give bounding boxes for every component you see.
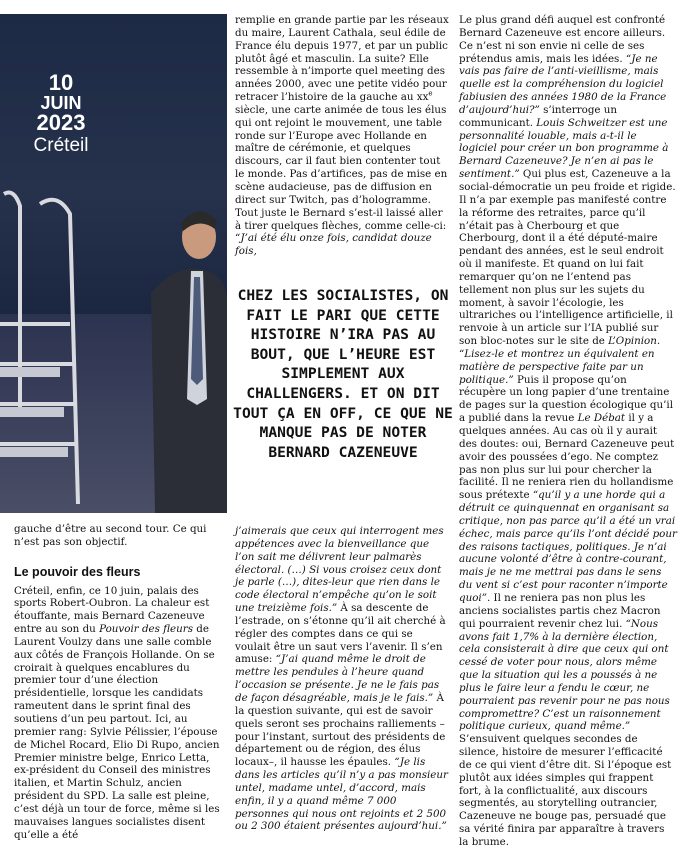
inline-quote: Louis Schweitzer est une personnalité louable, mais a-t-il le logiciel pour créer un bon programme à Bernard Cazeneuve? Je n’en ai pas le sentiment.”: [459, 116, 669, 181]
section-subheading: Le pouvoir des fleurs: [14, 564, 141, 579]
stage-stairs-illustration: [0, 184, 110, 513]
article-photo: [0, 14, 227, 513]
inline-quote: “J’ai quand même le droit de mettre les pendules à l’heure quand l’occasion se présente. Je ne le fais pas de façon désagréable, mais je le fais.”: [235, 653, 440, 704]
paragraph-body: Créteil, enfin, ce 10 juin, palais des sports Robert-Oubron. La chaleur est étouffante, mais Bernard Cazeneuve entre au son du Pouvoir des fleurs de Laurent Voulzy dans une salle comble aux côtés de François Hollande. On se croirait à quelques encablures du premier tour d’une élection présidentielle, lorsque les candidats rameutent dans le sprint final des soutiens d’un peu partout. Ici, au premier rang: Sylvie Pélissier, l’épouse de Michel Rocard, Elio Di Rupo, ancien Premier ministre belge, Enrico Letta, ex-président du Conseil des ministres italien, et Martin Schulz, ancien président du SPD. La salle est pleine, c’est déjà un tour de force, même si les mauvaises langues socialistes disent qu’elle a été: [14, 584, 220, 841]
column-right: [459, 14, 677, 849]
inline-quote: “Je ne vais pas faire de l’anti-vieillisme, mais quelle est la compréhension du logiciel fabiusien des années 1980 de la France d’aujourd’hui?”: [459, 52, 667, 116]
column-middle-top: [235, 14, 451, 258]
paragraph-body: remplie en grande partie par les réseaux du maire, Laurent Cathala, seul édile de France élu depuis 1977, et par un public plutôt âgé et masculin. La suite? Elle ressemble à n’importe quel meeting des années 2000, avec une petite vidéo pour retracer l’histoire de la gauche au $xx^e$ siècle, une carte animée de tous les élus qui ont rejoint le mouvement, une table ronde sur l’Europe avec Hollande en maître de cérémonie, et quelques discours, car il faut bien contenter tout le monde. Pas d’artifices, pas de mise en scène audacieuse, pas de diffusion en direct sur Twitch, pas d’hologramme. Tout juste le Bernard s’est-il laissé aller à tirer quelques flèches, comme celle-ci: “J’ai été élu onze fois, candidat douze fois,: [235, 14, 449, 258]
paragraph-continuation: gauche d’être au second tour. Ce qui n’est pas son objectif.: [14, 523, 207, 548]
song-title: Pouvoir des fleurs: [99, 623, 193, 636]
event-date-sign: [26, 72, 96, 155]
date-day: 10: [48, 70, 74, 95]
inline-quote: j’aimerais que ceux qui interrogent mes appétences avec la bienveillance que l’on sait me délivrent leur palmarès électoral. (…) Si vous croisez ceux dont je parle (…), dites-leur que rien dans le code électoral n’empêche qu’on le soit une treizième fois.”: [235, 525, 444, 615]
paragraph-body: j’aimerais que ceux qui interrogent mes appétences avec la bienveillance que l’on sait me délivrent leur palmarès électoral. (…) Si vous croisez ceux dont je parle (…), dites-leur que rien dans le code électoral n’empêche qu’on le soit une treizième fois.” À sa descente de l’estrade, on s’étonne qu’il ait cherché à régler des comptes dans ce qui se voulait être un saut vers l’avenir. Il s’en amuse: “J’ai quand même le droit de mettre les pendules à l’heure quand l’occasion se présente. Je ne le fais pas de façon désagréable, mais je le fais.” À la question suivante, qui est de savoir quels seront ses prochains ralliements –pour l’instant, surtout des présidents de département ou de région, des élus locaux–, il hausse les épaules. “Je lis dans les articles qu’il n’y a pas monsieur untel, madame untel, d’accord, mais enfin, il y a quand même 7 000 personnes qui nous ont rejoints et 2 500 ou 2 300 étaient présentes aujourd’hui.”: [235, 525, 448, 833]
pull-quote: CHEZ LES SOCIALISTES, ON FAIT LE PARI QUE CETTE HISTOIRE N’IRA PAS AU BOUT, QUE L’HEURE EST SIMPLEMENT AUX CHALLENGERS. ET ON DIT TOUT ÇA EN OFF, CE QUE NE MANQUE PAS DE NOTER BERNARD CAZENEUVE: [233, 287, 453, 461]
century-superscript: e: [428, 89, 433, 98]
paragraph-body: Le plus grand défi auquel est confronté Bernard Cazeneuve est encore ailleurs. Ce n’est ni son envie ni celle de ses prétendus amis, mais les idées. “Je ne vais pas faire de l’anti-vieillisme, mais quelle est la compréhension du logiciel fabiusien des années 1980 de la France d’aujourd’hui?” s’interroge un communicant. Louis Schweitzer est une personnalité louable, mais a-t-il le logiciel pour créer un bon programme à Bernard Cazeneuve? Je n’en ai pas le sentiment.” Qui plus est, Cazeneuve a la social-démocratie un peu froide et rigide. Il n’a par exemple pas manifesté contre la réforme des retraites, parce qu’il n’était pas à Cherbourg et que Cherbourg, dont il a été député-maire pendant des années, est le seul endroit où il manifeste. Et quand on lui fait remarquer qu’on ne l’entend pas tellement non plus sur les sujets du moment, à savoir l’écologie, les ultrariches ou l’intelligence artificielle, il renvoie à un article sur l’IA publié sur son bloc-notes sur le site de L’Opinion. “Lisez-le et montrez un équivalent en matière de perspective faite par un politique.” Puis il propose qu’on récupère un long papier d’une trentaine de pages sur la question écologique qu’il a publié dans la revue Le Débat il y a quelques années. Au cas où il y aurait des doutes: oui, Bernard Cazeneuve peut avoir des poussées d’ego. Ne comptez pas non plus sur lui pour chercher la facilité. Il ne reniera rien du hollandisme sous prétexte “qu’il y a une horde qui a détruit ce quinquennat en organisant sa critique, non pas parce qu’il a été un vrai échec, mais parce qu’ils l’ont décidé pour des raisons tactiques, politiques. Je n’ai aucune volonté d’être à contre-courant, mais je ne me mettrai pas dans le sens du vent si c’est pour raconter n’importe quoi”. Il ne reniera pas non plus les anciens socialistes partis chez Macron qui pourraient revenir chez lui. “Nous avons fait 1,7% à la dernière élection, cela consisterait à dire que ceux qui ont cessé de voter pour nous, alors même que la situation qui les a poussés à ne plus le faire leur a fendu le cœur, ne pourraient pas revenir pour ne pas nous compromettre? C’est un raisonnement politique curieux, quand même.” S’ensuivent quelques secondes de silence, histoire de mesurer l’efficacité de ce qui vient d’être dit. Si l’époque est plutôt aux idées simples qui frappent fort, à la conflictualité, aux discours segmentés, au storytelling outrancier, Cazeneuve ne bouge pas, persuadé que sa vérité finira par apparaître à travers la brume.: [459, 14, 677, 848]
publication-title: L’Opinion: [608, 335, 657, 348]
date-year: 2023: [36, 110, 86, 135]
inline-quote: “qu’il y a une horde qui a détruit ce quinquennat en organisant sa critique, non pas parce qu’il a été un vrai échec, mais parce qu’ils l’ont décidé pour des raisons tactiques, politiques. Je n’ai aucune volonté d’être à contre-courant, mais je ne me mettrai pas dans le sens du vent si c’est pour raconter n’importe quoi”: [459, 489, 677, 604]
date-month: JUIN: [40, 93, 82, 113]
inline-quote: “J’ai été élu onze fois, candidat douze fois,: [235, 232, 432, 258]
speaker-figure-illustration: [145, 199, 227, 513]
inline-quote: “Je lis dans les articles qu’il n’y a pas monsieur untel, madame untel, d’accord, mais enfin, il y a quand même 7 000 personnes qui nous ont rejoints et 2 500 ou 2 300 étaient présentes aujourd’hui.”: [235, 756, 448, 833]
column-middle-bottom: [235, 525, 451, 833]
date-city: Créteil: [33, 135, 89, 156]
inline-quote: “Nous avons fait 1,7% à la dernière élection, cela consisterait à dire que ceux qui ont cessé de voter pour nous, alors même que la situation qui les a poussés à ne plus le faire leur a fendu le cœur, ne pourraient pas revenir pour ne pas nous compromettre? C’est un raisonnement politique curieux, quand même.”: [459, 617, 670, 733]
inline-quote: “Lisez-le et montrez un équivalent en matière de perspective faite par un politique.”: [459, 347, 655, 386]
column-left: [14, 523, 226, 841]
publication-title: Le Débat: [577, 412, 626, 425]
